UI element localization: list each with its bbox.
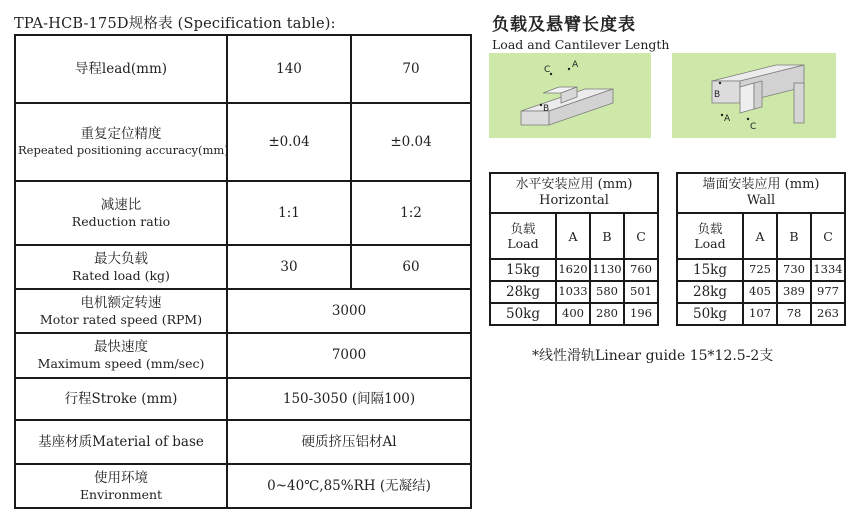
horizontal-mount-illustration [489, 53, 651, 138]
column-header: A [743, 213, 777, 259]
table-row [490, 303, 658, 325]
wall-mount-plate [794, 83, 804, 123]
value-cell: 107 [743, 303, 777, 325]
spec-table-title: TPA-HCB-175D规格表 (Specification table): [14, 16, 336, 32]
table-row [490, 259, 658, 281]
label-b: B [543, 104, 550, 114]
load-label-en: Load [507, 236, 539, 251]
param-label-zh: 使用环境 [94, 469, 148, 486]
value-cell: ±0.04 [227, 103, 351, 181]
wall-carriage [740, 83, 754, 113]
value-cell: 400 [556, 303, 590, 325]
param-label-zh: 基座材质Material of base [38, 433, 204, 450]
table-row [677, 259, 845, 281]
label-a: A [724, 114, 731, 124]
load-cell: 15kg [490, 259, 556, 281]
table-row [15, 378, 471, 420]
horizontal-load-table [489, 172, 659, 326]
param-cell [15, 103, 227, 181]
wall-carriage-side [754, 81, 762, 109]
value-cell: 78 [777, 303, 811, 325]
param-cell [15, 378, 227, 420]
column-header: A [556, 213, 590, 259]
load-cell: 50kg [490, 303, 556, 325]
param-cell [15, 35, 227, 103]
value-cell: 580 [590, 281, 624, 303]
point-c-marker [747, 118, 749, 120]
value-cell: 1334 [811, 259, 845, 281]
table-row [677, 281, 845, 303]
value-cell: ±0.04 [351, 103, 471, 181]
label-b: B [714, 90, 721, 100]
load-label-zh: 负载 [697, 221, 723, 236]
horizontal-mount-diagram [489, 53, 651, 138]
value-cell: 730 [777, 259, 811, 281]
table-title-en: Wall [746, 193, 776, 208]
table-row [15, 103, 471, 181]
table-row [15, 333, 471, 378]
table-title-zh: 墙面安装应用 (mm) [702, 177, 820, 193]
load-cell: 28kg [677, 281, 743, 303]
value-cell: 977 [811, 281, 845, 303]
column-header: B [777, 213, 811, 259]
table-title-zh: 水平安装应用 (mm) [515, 177, 633, 193]
column-header: B [590, 213, 624, 259]
table-row [15, 35, 471, 103]
table-header-row [490, 213, 658, 259]
wall-mount-illustration [672, 53, 836, 138]
wall-load-table [676, 172, 846, 326]
param-cell [15, 289, 227, 333]
load-cell: 50kg [677, 303, 743, 325]
value-cell: 1:2 [351, 181, 471, 245]
column-header: C [811, 213, 845, 259]
table-header-row [490, 173, 658, 213]
point-b-marker [540, 104, 542, 106]
param-cell [15, 333, 227, 378]
load-section-title: 负载及悬臂长度表 [492, 15, 636, 35]
value-cell: 7000 [227, 333, 471, 378]
param-label-zh: 最大负载 [94, 250, 148, 267]
value-cell: 60 [351, 245, 471, 289]
param-cell [15, 181, 227, 245]
label-a: A [572, 60, 579, 70]
table-row [490, 281, 658, 303]
table-row [15, 464, 471, 508]
point-a-marker [721, 114, 723, 116]
column-header: C [624, 213, 658, 259]
value-cell: 1130 [590, 259, 624, 281]
value-cell: 70 [351, 35, 471, 103]
point-b-marker [719, 82, 721, 84]
value-cell: 263 [811, 303, 845, 325]
load-section-subtitle: Load and Cantilever Length [492, 37, 670, 52]
value-cell: 0~40℃,85%RH (无凝结) [227, 464, 471, 508]
param-label-en: Reduction ratio [71, 213, 171, 229]
label-c: C [750, 122, 757, 132]
point-a-marker [568, 68, 570, 70]
load-cell: 15kg [677, 259, 743, 281]
param-label-zh: 导程lead(mm) [74, 60, 168, 77]
table-row [15, 420, 471, 464]
param-cell [15, 464, 227, 508]
value-cell: 1033 [556, 281, 590, 303]
table-header-row [677, 213, 845, 259]
table-row [677, 303, 845, 325]
label-c: C [544, 65, 551, 75]
table-row [15, 181, 471, 245]
value-cell: 405 [743, 281, 777, 303]
value-cell: 1:1 [227, 181, 351, 245]
table-title-cell [490, 173, 658, 213]
value-cell: 725 [743, 259, 777, 281]
param-label-en: Environment [79, 486, 163, 502]
param-label-zh: 减速比 [100, 196, 142, 213]
table-row [15, 245, 471, 289]
table-title-en: Horizontal [539, 193, 609, 208]
value-cell: 501 [624, 281, 658, 303]
value-cell: 30 [227, 245, 351, 289]
linear-guide-note: *线性滑轨Linear guide 15*12.5-2支 [532, 348, 774, 364]
load-cell: 28kg [490, 281, 556, 303]
value-cell: 280 [590, 303, 624, 325]
value-cell: 140 [227, 35, 351, 103]
param-label-en: Maximum speed (mm/sec) [37, 356, 205, 372]
param-label-zh: 最快速度 [94, 339, 148, 356]
wall-mount-diagram [672, 53, 836, 138]
param-label-zh: 电机额定转速 [80, 294, 162, 311]
value-cell: 389 [777, 281, 811, 303]
table-row [15, 289, 471, 333]
load-header-cell [490, 213, 556, 259]
value-cell: 196 [624, 303, 658, 325]
table-header-row [677, 173, 845, 213]
specification-table [14, 34, 472, 509]
value-cell: 150-3050 (间隔100) [227, 378, 471, 420]
param-label-zh: 重复定位精度 [80, 126, 162, 143]
value-cell: 硬质挤压铝材Al [227, 420, 471, 464]
param-label-en: Repeated positioning accuracy(mm) [18, 143, 229, 158]
table-title-cell [677, 173, 845, 213]
param-label-en: Motor rated speed (RPM) [39, 311, 203, 327]
value-cell: 3000 [227, 289, 471, 333]
load-label-en: Load [694, 236, 726, 251]
load-header-cell [677, 213, 743, 259]
value-cell: 760 [624, 259, 658, 281]
param-cell [15, 420, 227, 464]
value-cell: 1620 [556, 259, 590, 281]
param-cell [15, 245, 227, 289]
load-label-zh: 负载 [510, 221, 536, 236]
param-label-en: Rated load (kg) [72, 267, 170, 283]
param-label-zh: 行程Stroke (mm) [64, 390, 178, 407]
